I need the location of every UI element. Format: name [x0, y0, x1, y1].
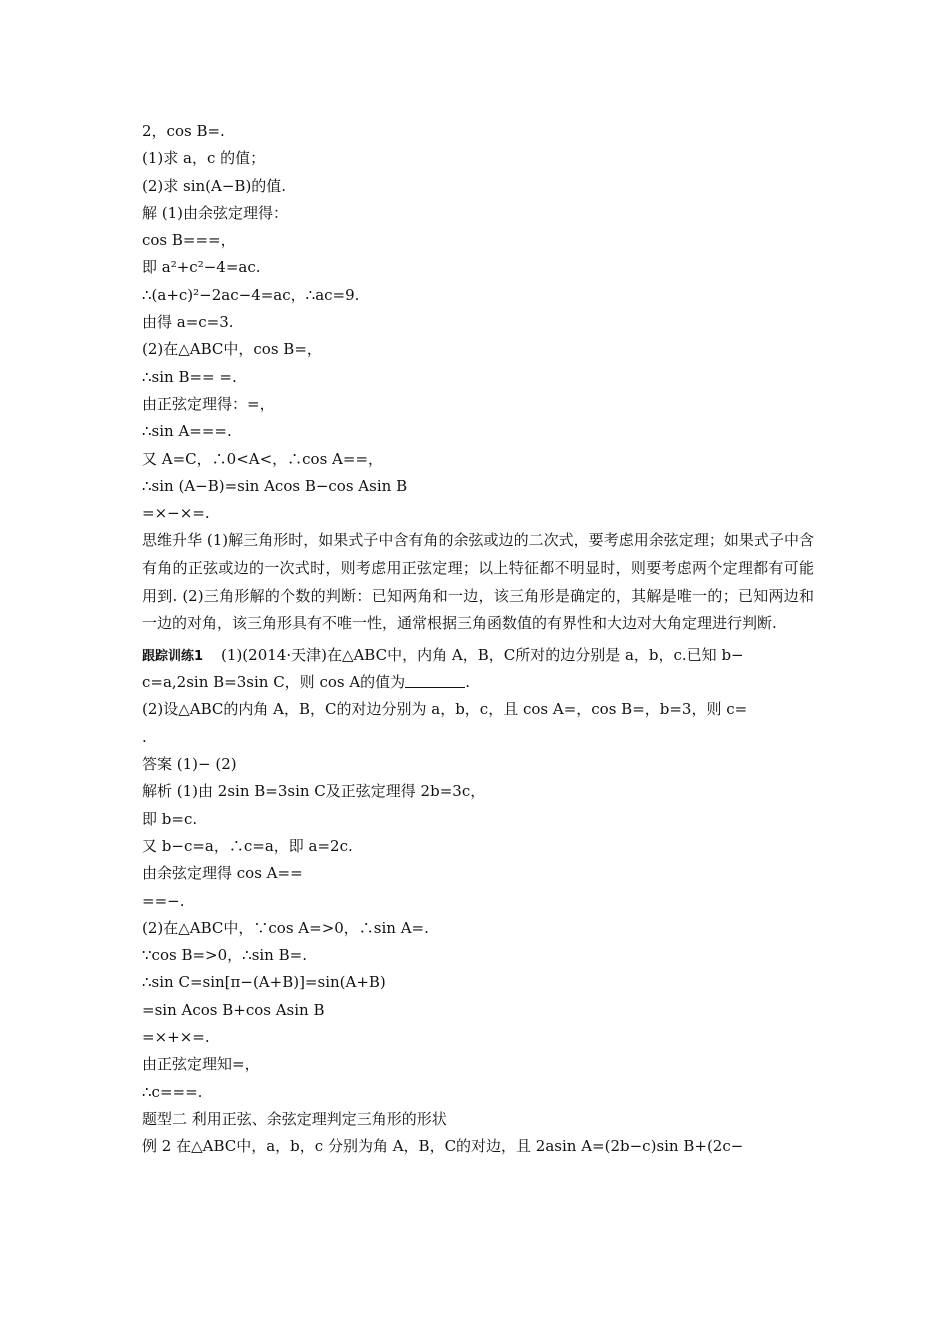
text-line: 解析 (1)由 2sin B=3sin C及正弦定理得 2b=3c，	[142, 782, 486, 801]
exercise-line-1	[142, 642, 814, 669]
example-line: 例 2 在△ABC中，a，b，c 分别为角 A，B，C的对边，且 2asin A=(2b−c)sin B+(2c−	[142, 1137, 744, 1156]
text-line: ∵cos B=>0，∴sin B=.	[142, 946, 307, 965]
document-page	[142, 118, 814, 1160]
text-line: 2，cos B=.	[142, 122, 225, 140]
summary-paragraph: 思维升华 (1)解三角形时，如果式子中含有角的余弦或边的二次式，要考虑用余弦定理；如果式子中含有角的正弦或边的一次式时，则考虑用正弦定理；以上特征都不明显时，则要考虑两个定理都有可能用到. (2)三角形解的个数的判断：已知两角和一边，该三角形是确定的，其解是唯一的；已知两边和一边的对角，该三角形具有不唯一性，通常根据三角函数值的有界性和大边对大角定理进行判断.	[142, 531, 814, 633]
text-line: ∴c===.	[142, 1082, 203, 1101]
text-line: =×+×=.	[142, 1027, 210, 1046]
text-line: ∴sin B== =.	[142, 367, 237, 386]
exercise-label: 跟踪训练1	[142, 648, 204, 664]
text-line: 由余弦定理得 cos A==	[142, 864, 303, 883]
exercise-q1-end: .	[465, 673, 470, 692]
exercise-q1-part2: c=a,2sin B=3sin C，则 cos A的值为	[142, 673, 406, 692]
text-line: 由正弦定理知=，	[142, 1055, 260, 1074]
text-line: 即 a²+c²−4=ac.	[142, 258, 261, 277]
text-line: (1)求 a，c 的值；	[142, 149, 266, 168]
answer-blank	[405, 673, 465, 688]
text-line: ∴sin (A−B)=sin Acos B−cos Asin B	[142, 476, 408, 495]
text-line: ∴sin C=sin[π−(A+B)]=sin(A+B)	[142, 973, 386, 992]
text-line: 又 A=C，∴0<A<，∴cos A==，	[142, 449, 384, 468]
text-line: (2)求 sin(A−B)的值.	[142, 176, 287, 195]
text-line: cos B===，	[142, 231, 236, 250]
text-line: (2)在△ABC中，∵cos A=>0，∴sin A=.	[142, 918, 429, 937]
text-line: =×−×=.	[142, 504, 210, 523]
exercise-q2-end: .	[142, 727, 147, 746]
text-line: ∴(a+c)²−2ac−4=ac，∴ac=9.	[142, 285, 360, 304]
text-line: ∴sin A===.	[142, 422, 232, 441]
text-line: =sin Acos B+cos Asin B	[142, 1000, 325, 1019]
exercise-q2-line: (2)设△ABC的内角 A，B，C的对边分别为 a，b，c，且 cos A=，cos B=，b=3，则 c=	[142, 700, 748, 719]
text-line: 答案 (1)− (2)	[142, 755, 237, 774]
text-line: (2)在△ABC中，cos B=，	[142, 340, 322, 359]
text-line: ==−.	[142, 891, 185, 910]
section-heading: 题型二 利用正弦、余弦定理判定三角形的形状	[142, 1109, 447, 1128]
exercise-line-2	[142, 669, 814, 696]
text-line: 又 b−c=a，∴c=a，即 a=2c.	[142, 836, 353, 855]
exercise-q1-part1: (1)(2014·天津)在△ABC中，内角 A，B，C所对的边分别是 a，b，c.已知 b−	[221, 645, 744, 664]
text-line: 由正弦定理得：=，	[142, 394, 275, 413]
text-line: 解 (1)由余弦定理得：	[142, 203, 289, 222]
text-line: 即 b=c.	[142, 809, 198, 828]
text-line: 由得 a=c=3.	[142, 313, 234, 332]
